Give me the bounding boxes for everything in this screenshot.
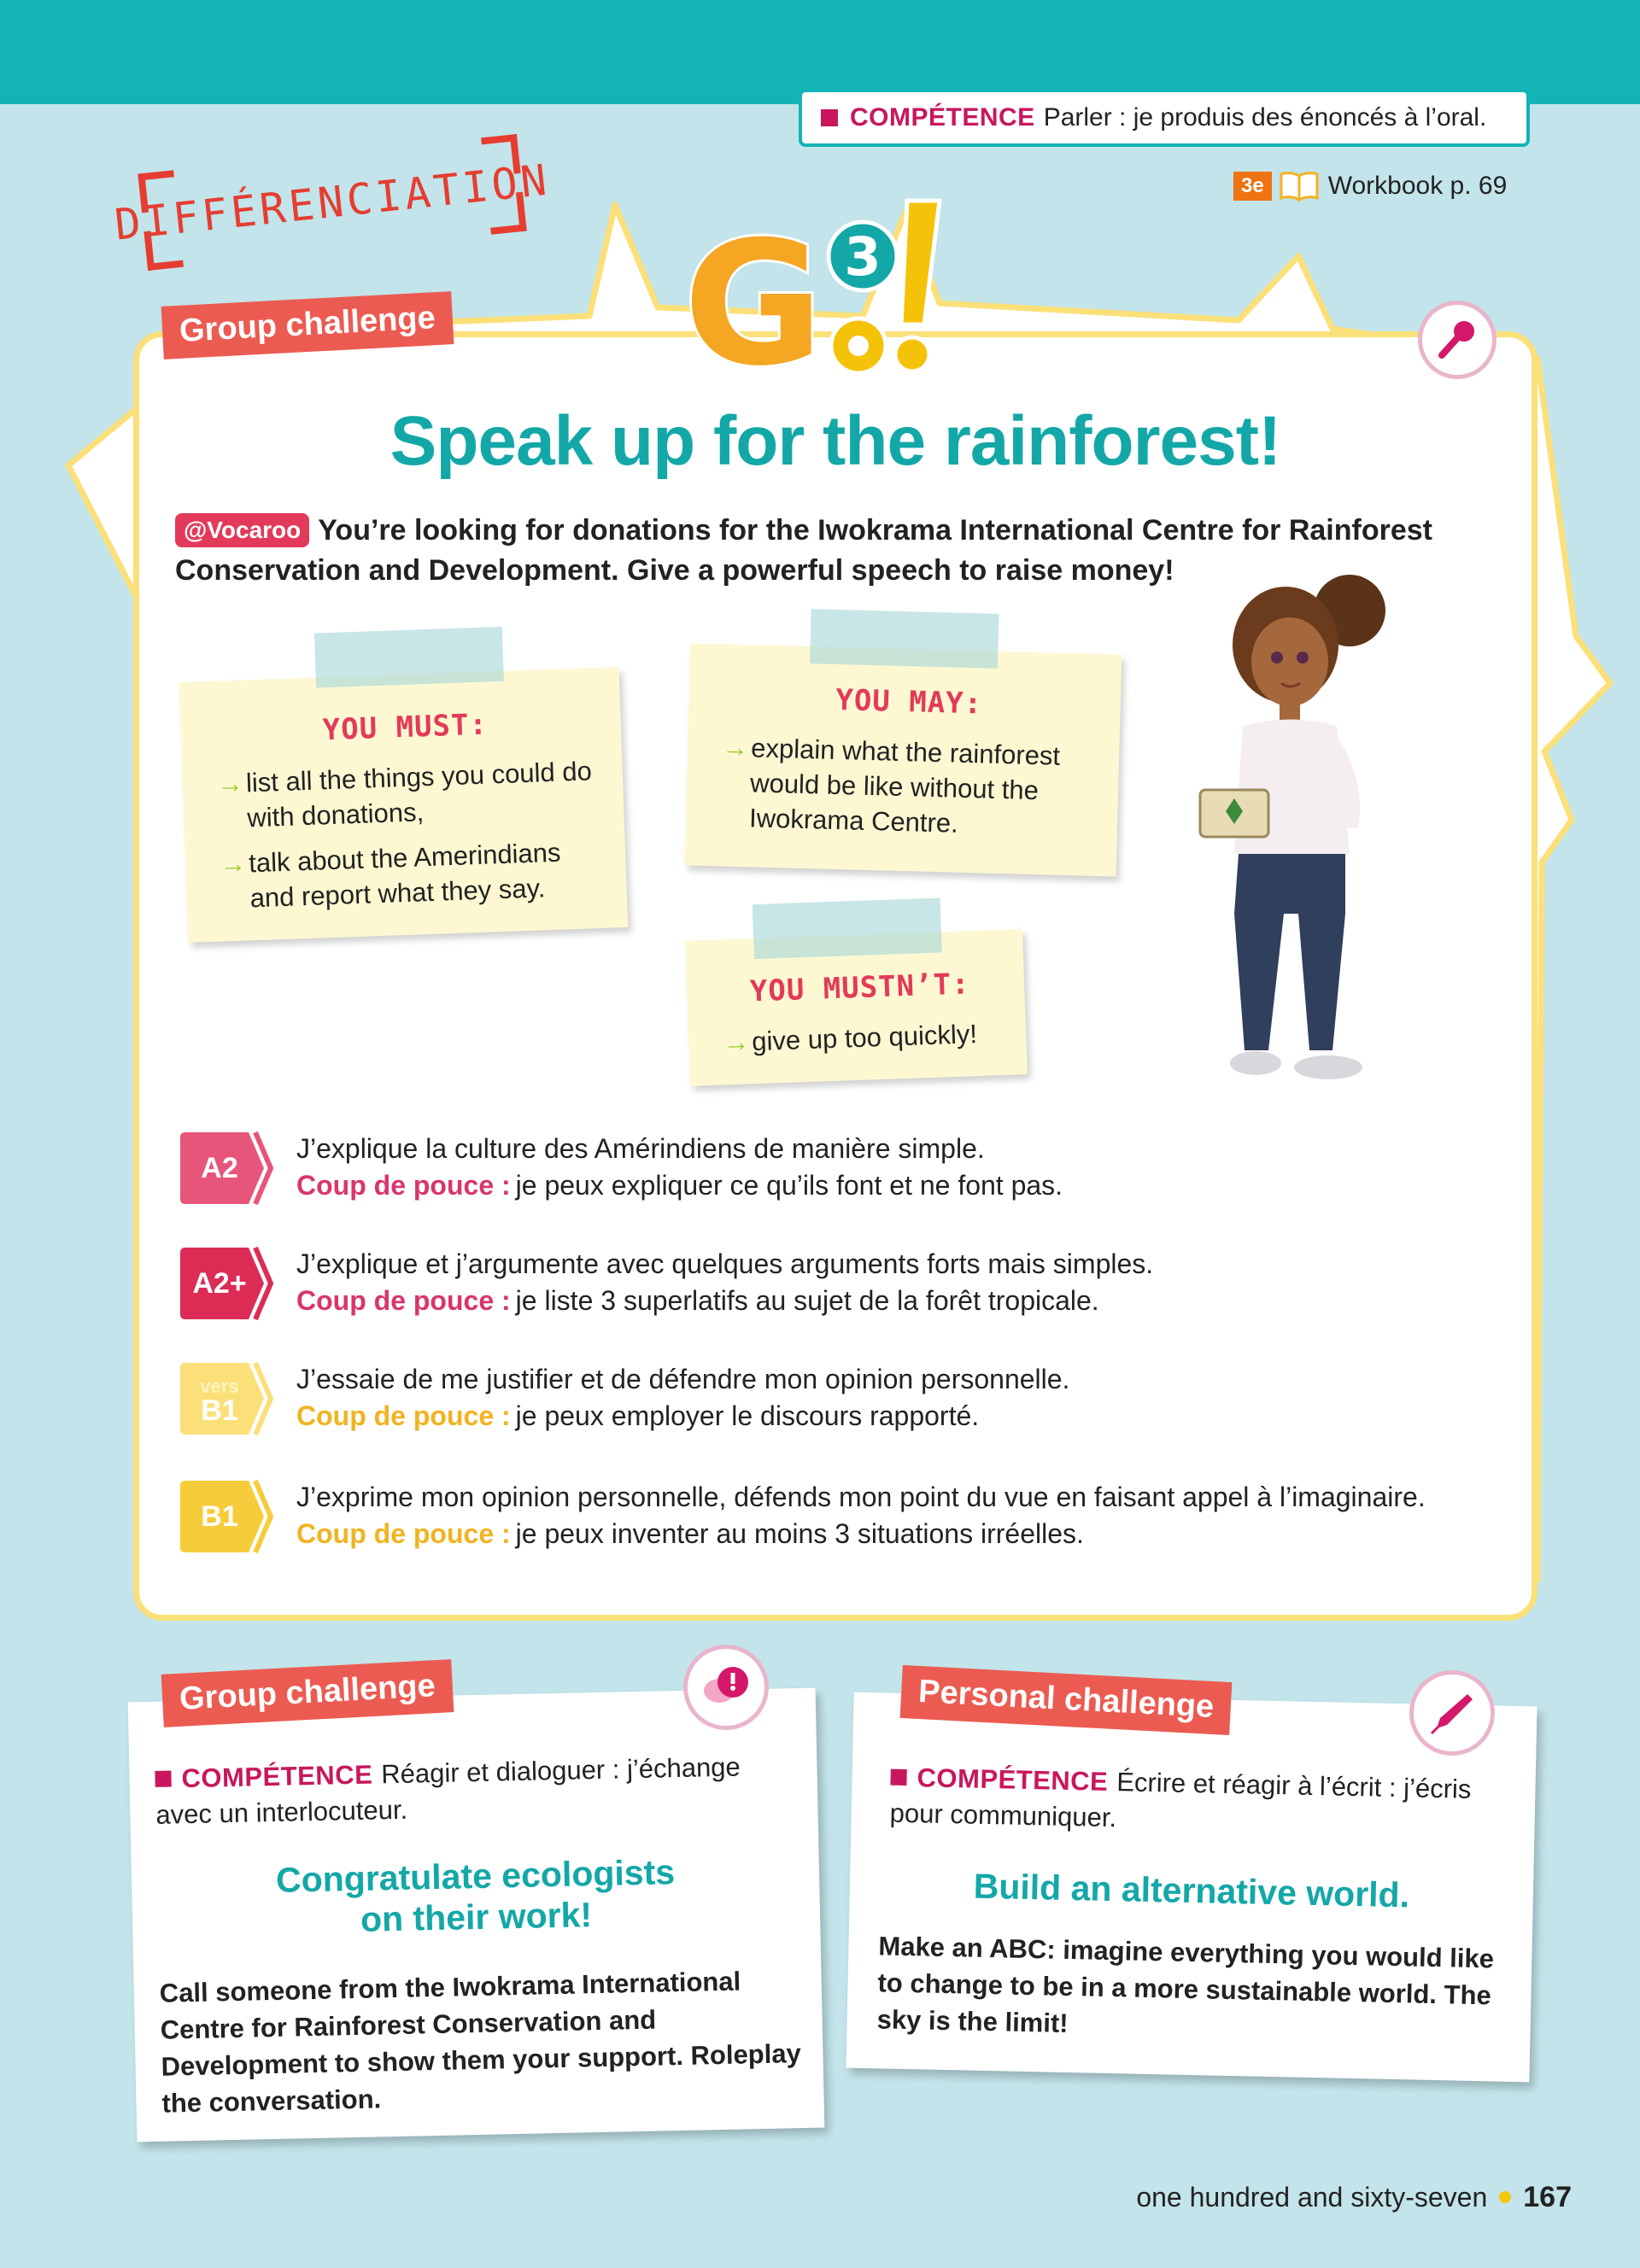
note-title: YOU MUST: <box>322 707 489 748</box>
page-number-words: one hundred and sixty-seven <box>1136 2182 1488 2212</box>
note-title: YOU MAY: <box>835 682 983 722</box>
fountain-pen-icon <box>1428 1689 1476 1737</box>
intro-text: You’re looking for donations for the Iwokrama International Centre for Rainforest Conservation and Development. Give a powerful speech to raise money! <box>175 514 1432 587</box>
pen-icon-badge <box>1409 1670 1495 1756</box>
main-title: Speak up for the rainforest! <box>390 402 1281 480</box>
level-description: J’essaie de me justifier et de défendre mon opinion personnelle. <box>296 1364 1070 1394</box>
coup-de-pouce-text: je liste 3 superlatifs au sujet de la forêt tropicale. <box>515 1285 1099 1316</box>
level-row-b1 <box>180 1476 1513 1558</box>
group-challenge-tag: Group challenge <box>161 291 454 359</box>
coup-de-pouce-label: Coup de pouce : <box>296 1400 511 1431</box>
level-badge-label: A2+ <box>192 1266 247 1300</box>
note-title: YOU MUSTN’T: <box>749 967 971 1009</box>
note-item: → list all the things you could do with donations, <box>216 756 593 833</box>
coup-de-pouce-label: Coup de pouce : <box>296 1170 511 1201</box>
level-description: J’explique la culture des Amérindiens de manière simple. <box>296 1133 985 1164</box>
card-competence: COMPÉTENCE Écrire et réagir à l’écrit : j’écris pour communiquer. <box>889 1762 1472 1833</box>
note-you-may <box>685 643 1122 876</box>
speech-bubble-icon-badge <box>683 1645 769 1730</box>
competence-label: COMPÉTENCE <box>850 103 1035 132</box>
card-title: Congratulate ecologists on their work! <box>275 1852 676 1939</box>
level-badge-label: A2 <box>201 1151 238 1184</box>
level-badge: 3e <box>1233 172 1272 201</box>
speech-bubble-icon <box>700 1663 752 1711</box>
microphone-icon-badge <box>1418 301 1496 379</box>
go-logo <box>683 188 948 384</box>
level-badge-label: vers B1 <box>200 1376 239 1427</box>
workbook-label: Workbook p. 69 <box>1327 172 1508 200</box>
level-row-vers-b1 <box>180 1358 1513 1440</box>
card-title: Build an alternative world. <box>973 1866 1410 1915</box>
level-badge-label: B1 <box>201 1499 238 1533</box>
level-row-a2 <box>180 1127 1513 1209</box>
competence-text: Parler : je produis des énoncés à l’oral. <box>1043 103 1487 132</box>
microphone-icon <box>1435 318 1479 362</box>
page-footer <box>1110 2181 1572 2214</box>
card-body: Make an ABC: imagine everything you would like to change to be in a more sustainable world. The sky is the limit! <box>876 1931 1495 2039</box>
svg-text:G: G <box>683 205 824 384</box>
differenciation-label: DIFFÉRENCIATION <box>112 155 553 250</box>
page-number: 167 <box>1523 2181 1572 2213</box>
group-challenge-tag-small: Group challenge <box>161 1659 454 1727</box>
personal-challenge-tag: Personal challenge <box>900 1665 1233 1735</box>
coup-de-pouce-text: je peux expliquer ce qu’ils font et ne font pas. <box>515 1170 1063 1201</box>
note-item: → talk about the Amerindians and report what they say. <box>219 837 562 914</box>
note-item: → give up too quickly! <box>722 1019 978 1058</box>
level-description: J’explique et j’argumente avec quelques arguments forts mais simples. <box>296 1248 1154 1279</box>
logo-number: 3 <box>844 225 882 288</box>
level-description: J’exprime mon opinion personnelle, défends mon point du vue en faisant appel à l’imaginaire. <box>296 1482 1426 1512</box>
note-item: → explain what the rainforest would be like without the Iwokrama Centre. <box>721 732 1061 839</box>
note-you-must <box>179 667 628 943</box>
coup-de-pouce-text: je peux employer le discours rapporté. <box>515 1400 980 1431</box>
level-row-a2-plus <box>180 1242 1513 1324</box>
character-illustration <box>1183 572 1448 1119</box>
group-challenge-card <box>128 1688 825 2142</box>
coup-de-pouce-label: Coup de pouce : <box>296 1285 511 1316</box>
yellow-dot-icon <box>1499 2191 1511 2203</box>
vocaroo-badge: @Vocaroo <box>175 513 309 547</box>
card-body: Call someone from the Iwokrama International Centre for Rainforest Conservation and Development to show them your support. Roleplay the conversation. <box>159 1966 802 2119</box>
card-competence: COMPÉTENCE Réagir et dialoguer : j’échange avec un interlocuteur. <box>155 1751 741 1830</box>
note-you-mustnt <box>685 929 1028 1086</box>
coup-de-pouce-text: je peux inventer au moins 3 situations irréelles. <box>515 1518 1084 1549</box>
coup-de-pouce-label: Coup de pouce : <box>296 1518 511 1549</box>
